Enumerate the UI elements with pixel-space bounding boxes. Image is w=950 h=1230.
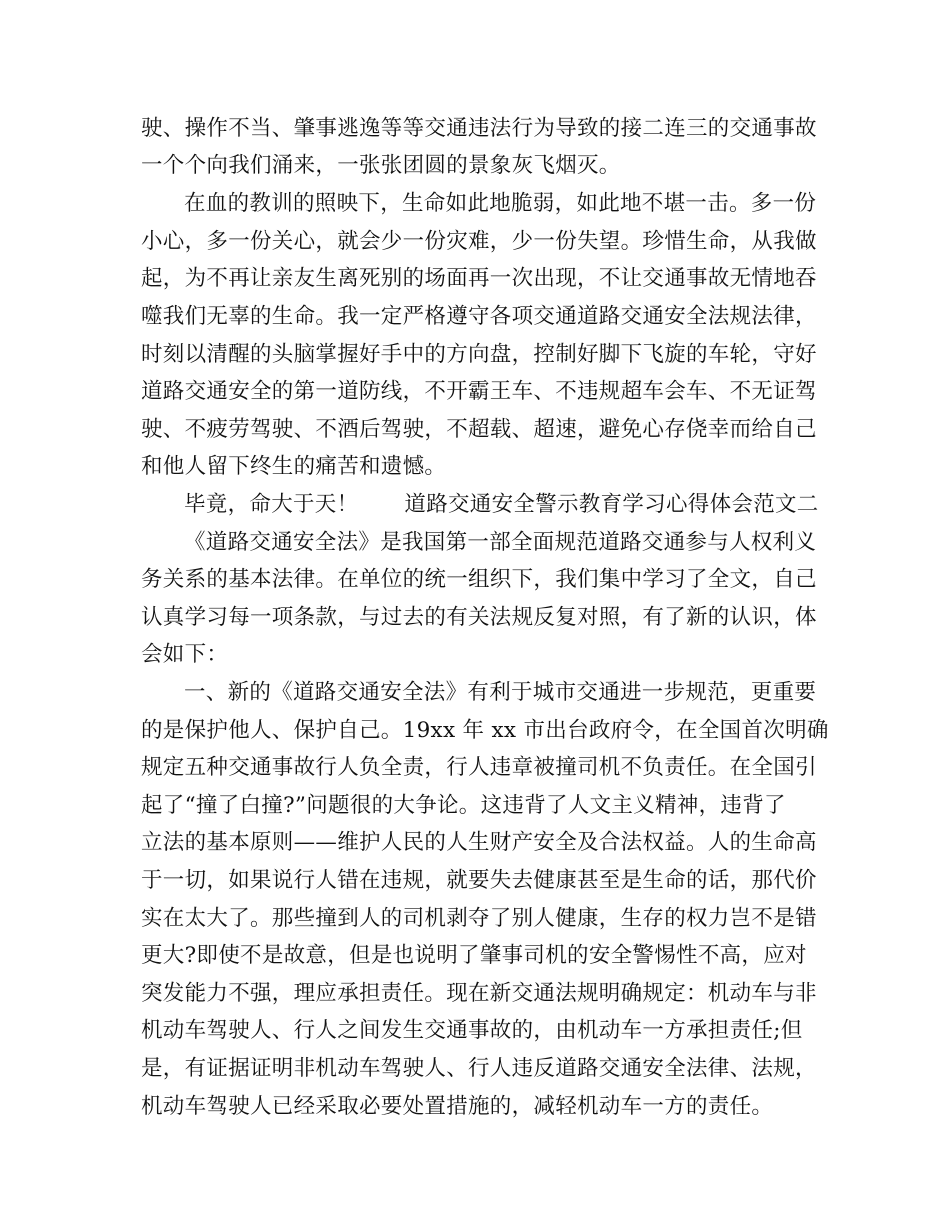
paragraph-line: 实在太大了。那些撞到人的司机剥夺了别人健康，生存的权力岂不是错 (141, 906, 817, 931)
paragraph-line: 起了“撞了白撞?”问题很的大争论。这违背了人文主义精神，违背了 (141, 793, 786, 818)
section-title: 道路交通安全警示教育学习心得体会范文二 (404, 492, 819, 517)
closing-sentence: 毕竟，命大于天！ (184, 492, 359, 517)
paragraph-line: 《道路交通安全法》是我国第一部全面规范道路交通参与人权利义 (184, 530, 817, 555)
paragraph-line: 规定五种交通事故行人负全责，行人违章被撞司机不负责任。在全国引 (141, 755, 817, 780)
paragraph-line: 机动车驾驶人已经采取必要处置措施的，减轻机动车一方的责任。 (141, 1094, 774, 1119)
paragraph-line: 噬我们无辜的生命。我一定严格遵守各项交通道路交通安全法规法律， (141, 304, 817, 329)
paragraph-line: 一、新的《道路交通安全法》有利于城市交通进一步规范，更重要 (184, 680, 817, 705)
paragraph-line: 起，为不再让亲友生离死别的场面再一次出现，不让交通事故无情地吞 (141, 266, 817, 291)
paragraph-line: 在血的教训的照映下，生命如此地脆弱，如此地不堪一击。多一份 (184, 191, 817, 216)
paragraph-line: 突发能力不强，理应承担责任。现在新交通法规明确规定：机动车与非 (141, 981, 817, 1006)
paragraph-line: 会如下： (141, 642, 229, 667)
paragraph-line: 驶、操作不当、肇事逃逸等等交通违法行为导致的接二连三的交通事故 (141, 116, 817, 141)
paragraph-line: 认真学习每一项条款，与过去的有关法规反复对照，有了新的认识，体 (141, 605, 817, 630)
paragraph-line: 务关系的基本法律。在单位的统一组织下，我们集中学习了全文，自己 (141, 567, 817, 592)
heading-line (184, 488, 824, 522)
paragraph-line: 道路交通安全的第一道防线，不开霸王车、不违规超车会车、不无证驾 (141, 379, 817, 404)
paragraph-line: 是，有证据证明非机动车驾驶人、行人违反道路交通安全法律、法规， (141, 1056, 817, 1081)
paragraph-line: 一个个向我们涌来，一张张团圆的景象灰飞烟灭。 (141, 153, 621, 178)
paragraph-line: 时刻以清醒的头脑掌握好手中的方向盘，控制好脚下飞旋的车轮，守好 (141, 342, 817, 367)
paragraph-line: 更大?即使不是故意，但是也说明了肇事司机的安全警惕性不高，应对 (141, 943, 807, 968)
paragraph-line: 机动车驾驶人、行人之间发生交通事故的，由机动车一方承担责任;但 (141, 1018, 803, 1043)
paragraph-line: 于一切，如果说行人错在违规，就要失去健康甚至是生命的话，那代价 (141, 868, 817, 893)
paragraph-line: 小心，多一份关心，就会少一份灾难，少一份失望。珍惜生命，从我做 (141, 229, 817, 254)
paragraph-line: 的是保护他人、保护自己。19xx 年 xx 市出台政府令，在全国首次明确 (141, 718, 829, 743)
paragraph-line: 立法的基本原则——维护人民的人生财产安全及合法权益。人的生命高 (141, 830, 817, 855)
paragraph-line: 和他人留下终生的痛苦和遗憾。 (141, 454, 447, 479)
paragraph-line: 驶、不疲劳驾驶、不酒后驾驶，不超载、超速，避免心存侥幸而给自己 (141, 417, 817, 442)
